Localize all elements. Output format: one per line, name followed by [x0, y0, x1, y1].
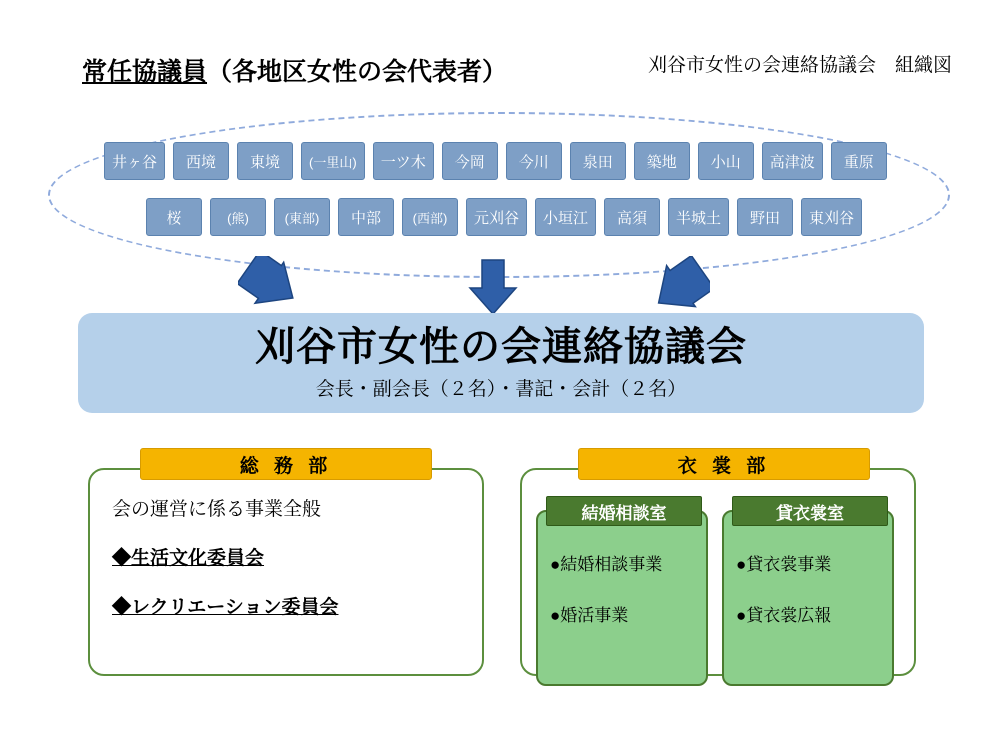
department-costume-header: 衣 裳 部 — [578, 448, 870, 480]
subsection-item: ●貸衣裳事業 — [736, 555, 832, 574]
subsection-marriage-consultation-title: 結婚相談室 — [546, 496, 702, 526]
district-row-1 — [104, 142, 895, 180]
subsection-marriage-consultation-items — [550, 550, 662, 652]
district-chip[interactable]: 東境 — [237, 142, 293, 180]
department-costume — [520, 448, 916, 676]
general-affairs-item[interactable]: ◆レクリエーション委員会 — [112, 597, 339, 618]
subsection-item: ●結婚相談事業 — [550, 555, 663, 574]
page-title-left-main: 常任協議員 — [82, 58, 208, 86]
down-arrow-icon-left — [238, 256, 300, 314]
district-chip[interactable]: 重原 — [831, 142, 887, 180]
district-row-2 — [146, 198, 870, 236]
department-general-affairs-header: 総 務 部 — [140, 448, 432, 480]
district-chip[interactable]: 野田 — [737, 198, 793, 236]
down-arrow-icon-center — [462, 258, 524, 316]
district-chip[interactable]: 泉田 — [570, 142, 626, 180]
subsection-costume-rental-title: 貸衣裳室 — [732, 496, 888, 526]
general-affairs-item[interactable]: ◆生活文化委員会 — [112, 548, 265, 569]
district-chip[interactable]: (西部) — [402, 198, 458, 236]
page-title-left — [82, 52, 507, 88]
page-title-right: 刈谷市女性の会連絡協議会 組織図 — [647, 55, 952, 76]
district-chip[interactable]: 小山 — [698, 142, 754, 180]
district-chip[interactable]: 高須 — [604, 198, 660, 236]
district-chip[interactable]: 今川 — [506, 142, 562, 180]
general-affairs-item: 会の運営に係る事業全般 — [112, 499, 322, 520]
district-chip[interactable]: 一ツ木 — [373, 142, 434, 180]
district-chip[interactable]: (一里山) — [301, 142, 365, 180]
district-chip[interactable]: 中部 — [338, 198, 394, 236]
district-chip[interactable]: 半城土 — [668, 198, 729, 236]
district-chip[interactable]: 小垣江 — [535, 198, 596, 236]
council-officers: 会長・副会長（２名）・書記・会計（２名） — [315, 378, 687, 400]
department-general-affairs — [88, 448, 484, 676]
down-arrow-icon-right — [648, 256, 710, 314]
district-group-ellipse — [48, 112, 950, 278]
district-chip[interactable]: 井ヶ谷 — [104, 142, 165, 180]
department-general-affairs-items — [112, 500, 338, 647]
district-chip[interactable]: 東刈谷 — [801, 198, 862, 236]
subsection-item: ●貸衣裳広報 — [736, 606, 832, 625]
page-title-left-paren: （各地区女性の会代表者） — [207, 58, 508, 86]
district-chip[interactable]: 今岡 — [442, 142, 498, 180]
council-main-box — [78, 313, 924, 413]
district-chip[interactable]: 高津波 — [762, 142, 823, 180]
subsection-costume-rental — [722, 503, 894, 686]
district-chip[interactable]: (熊) — [210, 198, 266, 236]
district-chip[interactable]: 西境 — [173, 142, 229, 180]
subsection-item: ●婚活事業 — [550, 606, 629, 625]
subsection-marriage-consultation — [536, 503, 708, 686]
subsection-costume-rental-items — [736, 550, 831, 652]
council-name: 刈谷市女性の会連絡協議会 — [255, 324, 747, 369]
district-chip[interactable]: 桜 — [146, 198, 202, 236]
district-chip[interactable]: 築地 — [634, 142, 690, 180]
district-chip[interactable]: (東部) — [274, 198, 330, 236]
district-chip[interactable]: 元刈谷 — [466, 198, 527, 236]
